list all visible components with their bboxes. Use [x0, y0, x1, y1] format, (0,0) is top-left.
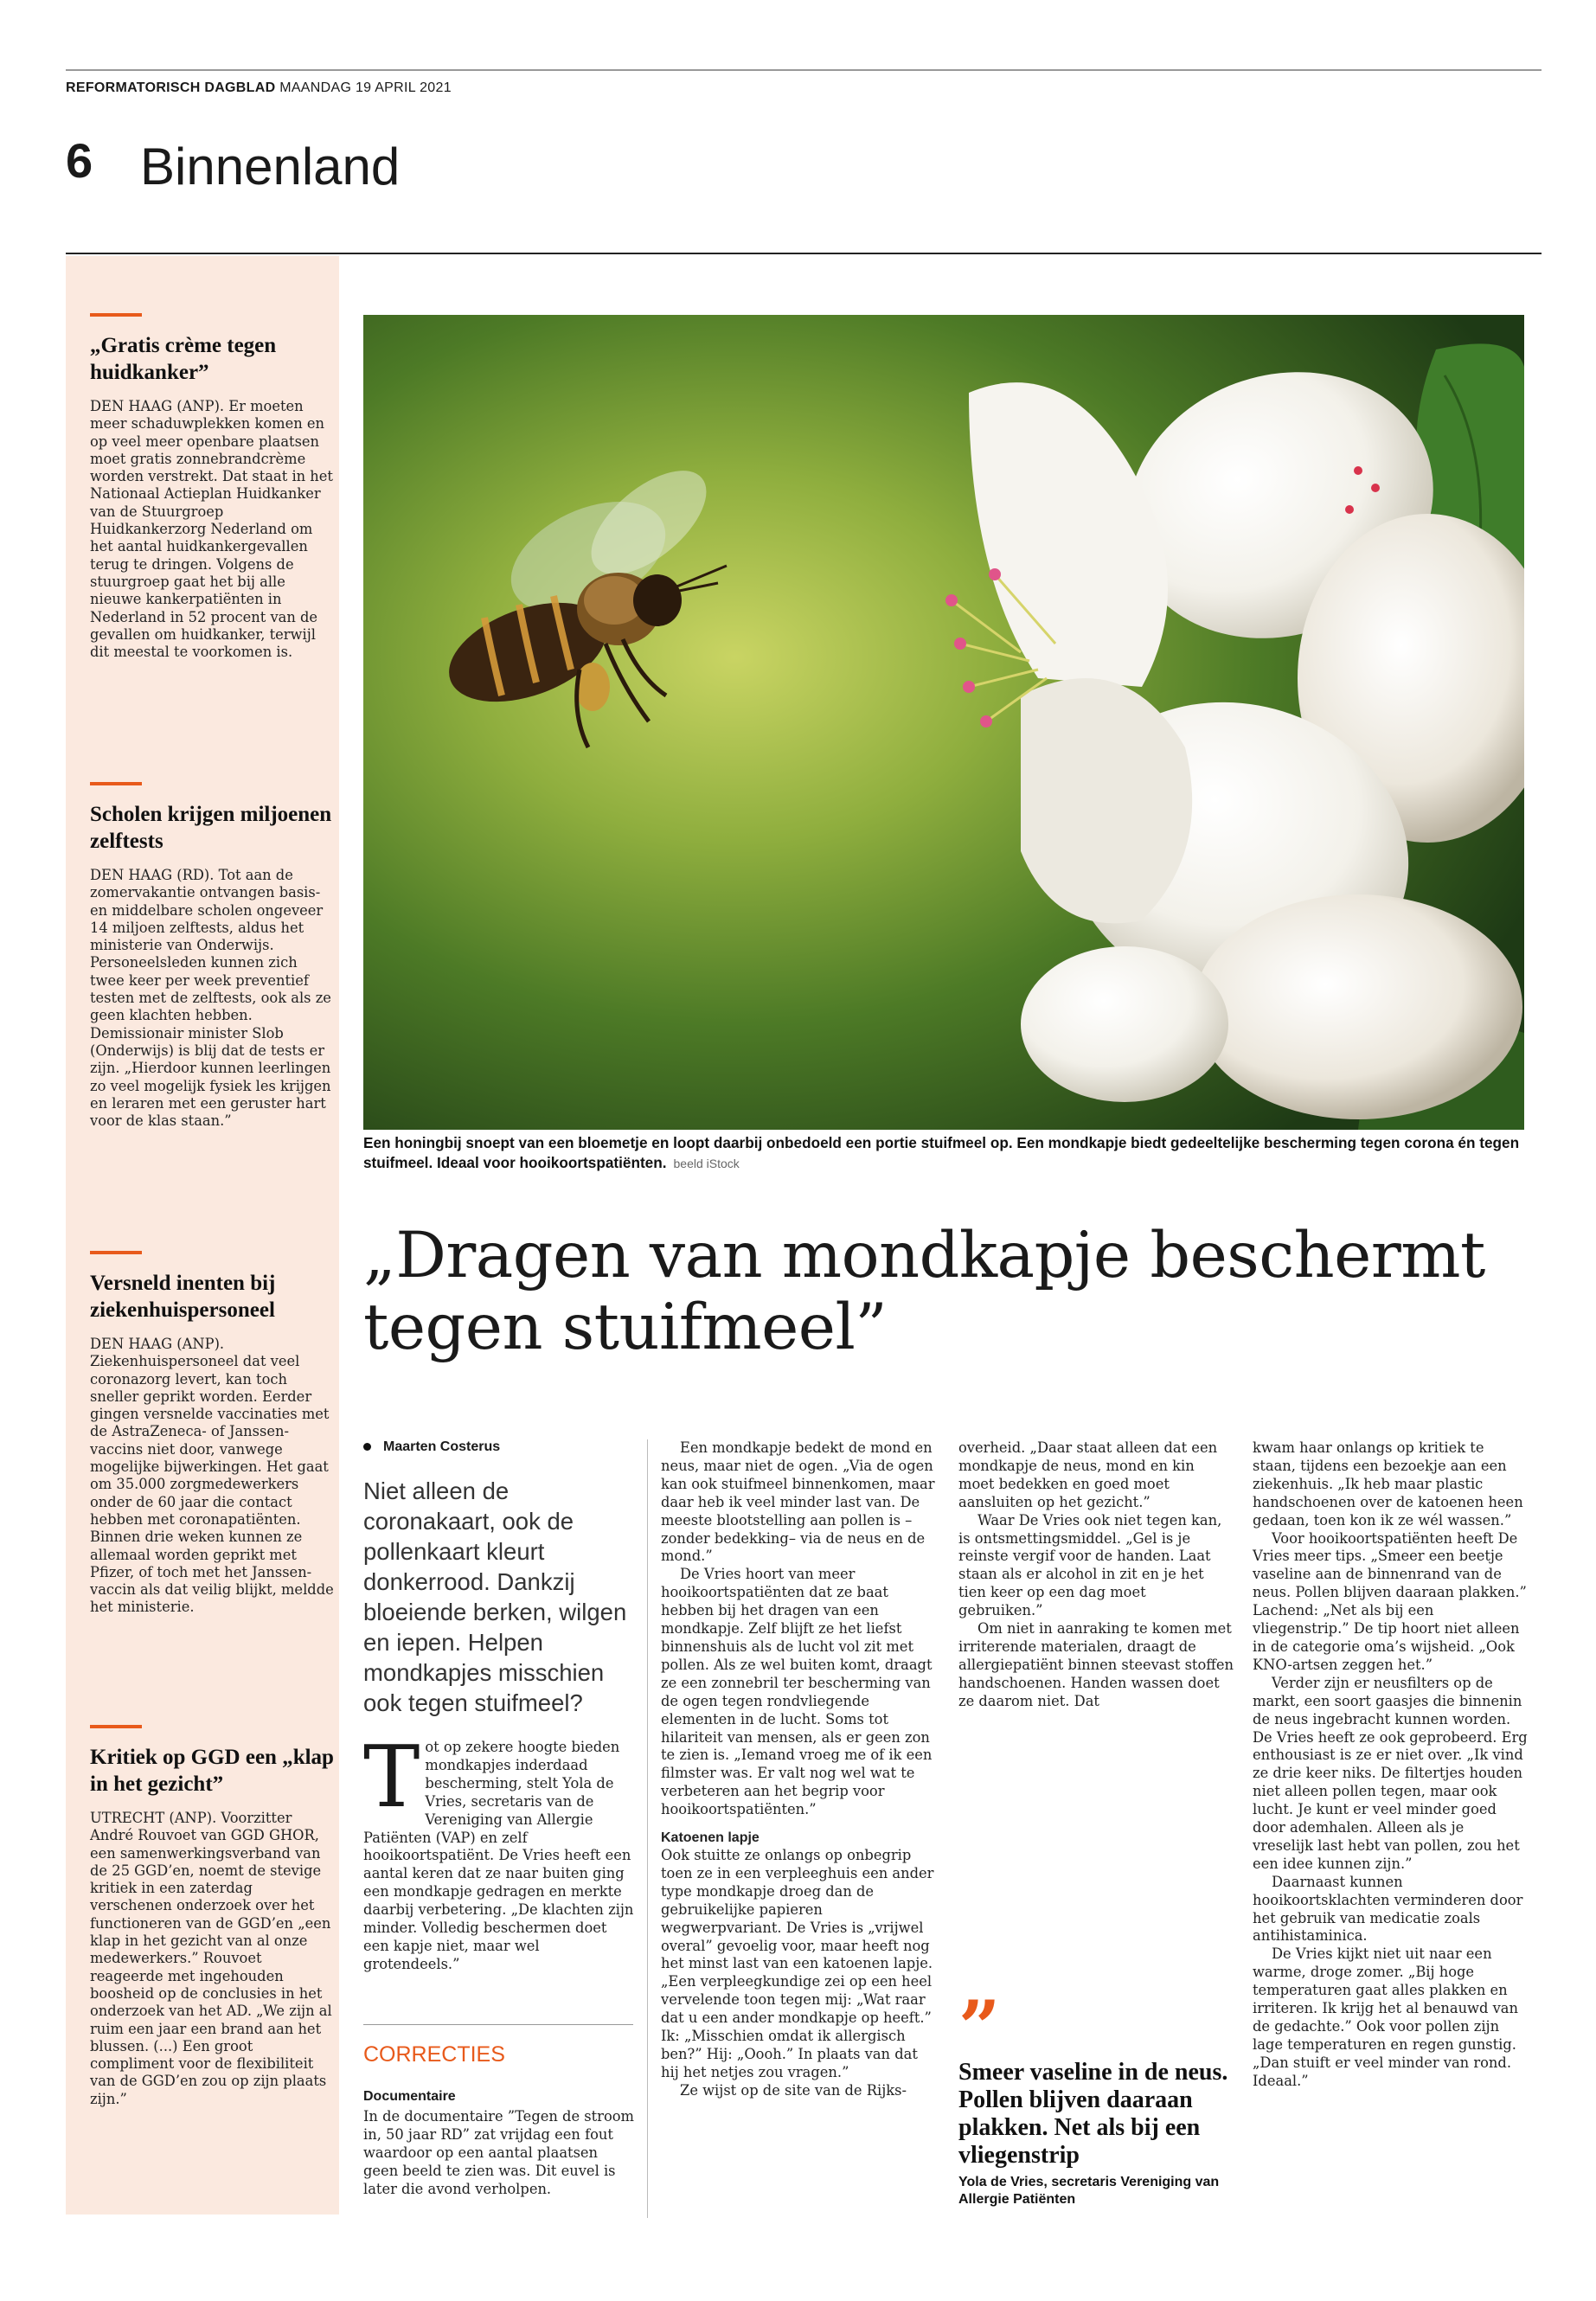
- article-intro: Niet alleen de coronakaart, ook de pollenkaart kleurt donkerrood. Dankzij bloeiende berken, wilgen en iepen. Helpen mondkapjes misschien ook tegen stuifmeel?: [363, 1477, 627, 1716]
- brief-body: DEN HAAG (ANP). Ziekenhuispersoneel dat veel coronazorg levert, kan toch sneller geprikt worden. Eerder gingen versnelde vaccinaties met de AstraZeneca- of Janssen-vaccins niet door, vanwege mogelijke bijwerkingen. Het gaat om 35.000 zorgmedewerkers onder de 60 jaar die contact hebben met coronapatiënten. Binnen drie weken kunnen ze allemaal worden geprikt met Pfizer, of toch met het Janssen-vaccin als dat veilig blijkt, meldde het ministerie.: [90, 1336, 334, 1616]
- article-paragraph: Verder zijn er neusfilters op de markt, een soort gaasjes die binnenin de neus ingebracht kunnen worden. De Vries heeft ze ook geprobeerd. Erg enthousiast is ze er niet over. „Ik vind ze drie keer niks. De filtertjes houden niet alleen pollen tegen, maar ook lucht. Je kunt er veel minder goed door ademhalen. Alleen als je vreselijk last hebt van pollen, zou het een idee kunnen zijn.”: [1253, 1674, 1528, 1872]
- top-rule: [66, 69, 1542, 71]
- article-paragraph: Daarnaast kunnen hooikoortsklachten verminderen door het gebruik van medicatie zoals antihistaminica.: [1253, 1873, 1523, 1945]
- brief-item: [90, 782, 334, 1130]
- article-column-4: [1253, 1439, 1528, 2091]
- masthead: [66, 80, 452, 96]
- article-paragraph: De Vries hoort van meer hooikoortspatiënten dat ze baat hebben bij het dragen van een mondkapje. Zelf blijft ze het liefst binnenshuis als de lucht vol zit met pollen. Als ze wel buiten komt, draagt ze een zonnebril ter bescherming van de ogen tegen rondvliegende elementen in de lucht. Soms tot hilariteit van mensen, als er geen zon te zien is. „Iemand vroeg me of ik een filmster was. Er valt nog wel wat te verbeteren aan het begrip voor hooikoortspatiënten.”: [661, 1566, 933, 1818]
- header-rule: [66, 253, 1542, 254]
- accent-dash: [90, 313, 142, 317]
- corrections-subtitle: Documentaire: [363, 2089, 456, 2104]
- photo-illustration: [363, 315, 1524, 1130]
- article-paragraph: De Vries kijkt niet uit naar een warme, droge zomer. „Bij hoge temperaturen gaat alles plakken en irriteren. Ik krijg het al benauwd van de gedachte.” Ook voor pollen zijn lage temperaturen en regen gunstig. „Dan stuift er veel minder van rond. Ideaal.”: [1253, 1945, 1518, 2089]
- article-paragraph: Voor hooikoortspatiënten heeft De Vries meer tips. „Smeer een beetje vaseline aan de binnenrand van de neus. Pollen blijven daaraan plakken.” Lachend: „Net als bij een vliegenstrip.” De tip hoort niet alleen in de categorie oma’s wijsheid. „Ook KNO-artsen zeggen het.”: [1253, 1529, 1527, 1673]
- photo-caption: [363, 1133, 1531, 1174]
- accent-dash: [90, 782, 142, 785]
- bee-blossom-photo: [363, 315, 1524, 1130]
- accent-dash: [90, 1251, 142, 1254]
- photo-credit: beeld iStock: [673, 1157, 740, 1170]
- news-briefs-sidebar: [66, 256, 339, 2214]
- page-number: 6: [66, 133, 93, 188]
- column-divider: [647, 1439, 648, 2218]
- article-paragraph: overheid. „Daar staat alleen dat een mondkapje de neus, mond en kin moet bedekken en goed moet aansluiten op het gezicht.”: [958, 1439, 1218, 1510]
- accent-dash: [90, 1725, 142, 1728]
- paragraph-text: ot op zekere hoogte bieden mondkapjes inderdaad bescherming, stelt Yola de Vries, secretaris van de Vereniging van Allergie Patiënten (VAP) en zelf hooikoortspatiënt. De Vries heeft een aantal keren dat ze naar buiten ging een mondkapje gedragen en merkte daarbij verbetering. „De klachten zijn minder. Volledig beschermen doet een kapje niet, maar wel grotendeels.”: [363, 1739, 634, 1972]
- byline: [363, 1439, 500, 1455]
- section-title: Binnenland: [140, 138, 401, 195]
- article-paragraph: kwam haar onlangs op kritiek te staan, tijdens een bezoekje aan een ziekenhuis. „Ik heb maar plastic handschoenen over de katoenen heen gedaan, toen kon ik ze wél wassen.”: [1253, 1439, 1523, 1529]
- article-paragraph: Ook stuitte ze onlangs op onbegrip toen ze in een verpleeghuis een ander type mondkapje droeg dan de gebruikelijke papieren wegwerpvariant. De Vries is „vrijwel overal” gevoelig voor, maar heeft nog het minst last van een katoenen lapje. „Een verpleegkundige zei op een heel vervelende toon tegen mij: „Wat raar dat u een ander mondkapje op heeft.” Ik: „Misschien omdat ik allergisch ben?” Hij: „Oooh.” In plaats van dat hij het netjes zou vragen.”: [661, 1847, 934, 2080]
- brief-item: [90, 1251, 334, 1617]
- corrections-body: In de documentaire ”Tegen de stroom in, 50 jaar RD” zat vrijdag een fout waardoor op een aantal plaatsen geen beeld te zien was. Dit euvel is later die avond verholpen.: [363, 2108, 634, 2197]
- brief-title: „Gratis crème tegen huidkanker”: [90, 334, 277, 384]
- article-paragraph: [363, 1728, 637, 1974]
- article-paragraph: Om niet in aanraking te komen met irriterende materialen, draagt de allergiepatiënt binnen steevast stoffen handschoenen. Handen wassen doet ze daarom niet. Dat: [958, 1620, 1234, 1709]
- article-paragraph: Waar De Vries ook niet tegen kan, is ontsmettingsmiddel. „Gel is je reinste vergif voor de handen. Laat staan als er alcohol in zit en je het tien keer op een dag moet gebruiken.”: [958, 1511, 1222, 1619]
- brief-title: Kritiek op GGD een „klap in het gezicht”: [90, 1746, 334, 1796]
- brief-body: UTRECHT (ANP). Voorzitter André Rouvoet van GGD GHOR, een samenwerkingsverband van de 25 GGD’en, noemt de stevige kritiek in een zaterdag verschenen onderzoek over het functioneren van de GGD’en „een klap in het gezicht van al onze medewerkers.” Rouvoet reageerde met ingehouden boosheid op de conclusies in het onderzoek van het AD. „We zijn al ruim een jaar een brand aan het blussen. (...) Een groot compliment voor de flexibiliteit van de GGD’en zou op zijn plaats zijn.”: [90, 1810, 332, 2107]
- pull-quote: Smeer vaseline in de neus. Pollen blijven daaraan plakken. Net als bij een vliegenstrip: [958, 2059, 1228, 2169]
- brief-item: [90, 313, 334, 661]
- paper-name: REFORMATORISCH DAGBLAD: [66, 80, 276, 95]
- corrections-title: CORRECTIES: [363, 2042, 505, 2067]
- article-column-1: [363, 1728, 637, 1974]
- subheading: Katoenen lapje: [661, 1830, 760, 1846]
- quote-mark-icon: ”: [958, 1984, 1001, 2070]
- caption-text: Een honingbij snoept van een bloemetje en loopt daarbij onbedoeld een portie stuifmeel op. Een mondkapje biedt gedeeltelijke bescherming tegen corona én tegen stuifmeel. Ideaal voor hooikoortspatiënten.: [363, 1134, 1520, 1171]
- brief-title: Scholen krijgen miljoenen zelftests: [90, 803, 332, 853]
- author-name: Maarten Costerus: [383, 1439, 501, 1454]
- brief-body: DEN HAAG (ANP). Er moeten meer schaduwplekken komen en op veel meer openbare plaatsen moet gratis zonnebrandcrème worden verstrekt. Dat staat in het Nationaal Actieplan Huidkanker van de Stuurgroep Huidkankerzorg Nederland om het aantal huidkankergevallen terug te dringen. Volgens de stuurgroep gaat het bij alle nieuwe kankerpatiënten in Nederland in 52 procent van de gevallen om huidkanker, terwijl dit meestal te voorkomen is.: [90, 398, 333, 661]
- brief-item: [90, 1725, 334, 2108]
- corrections-rule: [363, 2024, 633, 2025]
- brief-body: DEN HAAG (RD). Tot aan de zomervakantie ontvangen basis- en middelbare scholen ongeveer 14 miljoen zelftests, aldus het ministerie van Onderwijs. Personeelsleden kunnen zich twee keer per week preventief testen met de zelftests, ook als ze geen klachten hebben. Demissionair minister Slob (Onderwijs) is blij dat de tests er zijn. „Hierdoor kunnen leerlingen zo veel mogelijk fysiek les krijgen en leraren met een geruster hart voor de klas staan.”: [90, 867, 331, 1130]
- issue-date: MAANDAG 19 APRIL 2021: [279, 80, 452, 95]
- article-paragraph: Ze wijst op de site van de Rijks-: [680, 2081, 907, 2099]
- brief-title: Versneld inenten bij ziekenhuispersoneel: [90, 1272, 276, 1322]
- article-column-3: [958, 1439, 1234, 1711]
- bullet-icon: [363, 1443, 371, 1451]
- article-headline: „Dragen van mondkapje beschermt tegen stuifmeel”: [363, 1219, 1485, 1364]
- article-paragraph: Een mondkapje bedekt de mond en neus, maar niet de ogen. „Via de ogen kan ook stuifmeel binnenkomen, maar daar heb ik veel minder last van. De meeste blootstelling aan pollen is –zonder bedekking– via de neus en de mond.”: [661, 1439, 935, 1565]
- article-column-2: [661, 1439, 936, 2100]
- pull-quote-attribution: Yola de Vries, secretaris Vereniging van Allergie Patiënten: [958, 2175, 1220, 2207]
- drop-cap: T: [363, 1728, 420, 1827]
